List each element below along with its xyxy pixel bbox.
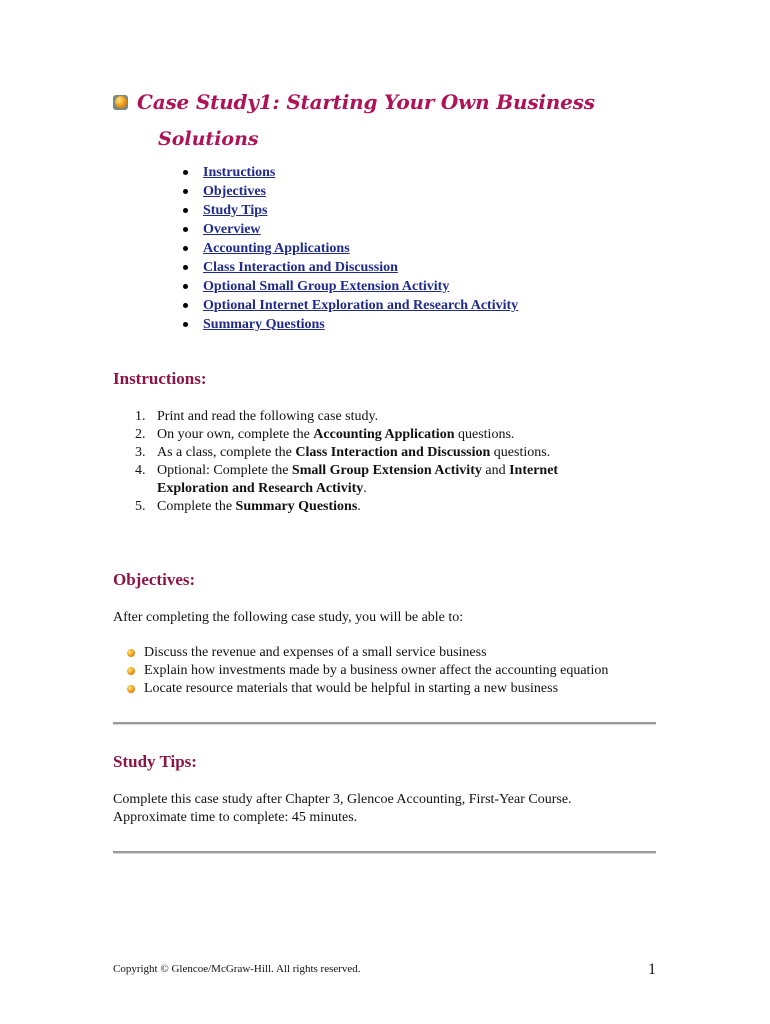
- step-bold: Accounting Application: [313, 427, 455, 442]
- copyright-footer: Copyright © Glencoe/McGraw-Hill. All rights reserved.: [113, 963, 361, 975]
- page-number: 1: [648, 961, 656, 978]
- step-text-part: and: [481, 463, 510, 478]
- bullet-dot-icon: [183, 303, 188, 308]
- list-item: [127, 644, 608, 662]
- objective-text: Locate resource materials that would be helpful in starting a new business: [144, 681, 559, 696]
- step-bold: Small Group Extension Activity: [291, 463, 482, 478]
- step-bold: Summary Questions: [235, 499, 358, 514]
- toc-item: [183, 277, 518, 296]
- step-text-part: Complete the: [157, 499, 236, 514]
- orange-bullet-icon: [127, 685, 135, 693]
- step-text: [157, 426, 514, 444]
- bullet-dot-icon: [183, 322, 188, 327]
- toc-link-class-interaction[interactable]: Class Interaction and Discussion: [203, 259, 398, 275]
- toc-item: [183, 239, 518, 258]
- objectives-list: [127, 644, 608, 698]
- step-text-part: .: [357, 499, 361, 514]
- study-tips-line: Complete this case study after Chapter 3, Glencoe Accounting, First-Year Course.: [113, 792, 572, 807]
- step-text-part: On your own, complete the: [157, 427, 314, 442]
- toc-link-small-group[interactable]: Optional Small Group Extension Activity: [203, 278, 450, 294]
- step-number: 4.: [135, 463, 146, 478]
- study-tips-heading: Study Tips:: [113, 752, 197, 771]
- toc-item: [183, 296, 518, 315]
- toc-link-study-tips[interactable]: Study Tips: [203, 202, 268, 218]
- step-text: [157, 498, 361, 516]
- toc-link-summary-questions[interactable]: Summary Questions: [203, 316, 325, 332]
- toc-item: [183, 201, 518, 220]
- page-title: Case Study1: Starting Your Own Business: [137, 90, 595, 114]
- list-item: [127, 662, 608, 680]
- bullet-dot-icon: [183, 284, 188, 289]
- toc-link-instructions[interactable]: Instructions: [203, 164, 276, 180]
- toc-item: [183, 258, 518, 277]
- bullet-dot-icon: [183, 227, 188, 232]
- toc-link-accounting-applications[interactable]: Accounting Applications: [203, 240, 350, 256]
- toc-link-internet-exploration[interactable]: Optional Internet Exploration and Research Activity: [203, 297, 519, 313]
- toc-link-overview[interactable]: Overview: [203, 221, 261, 237]
- step-number: 3.: [135, 445, 146, 460]
- step-text-part: questions.: [490, 445, 551, 460]
- study-tips-text: [113, 791, 673, 827]
- step-bold: Class Interaction and Discussion: [295, 445, 491, 460]
- bullet-dot-icon: [183, 246, 188, 251]
- step-number: 2.: [135, 427, 146, 442]
- objectives-heading: Objectives:: [113, 570, 196, 589]
- bullet-dot-icon: [183, 170, 188, 175]
- title-row: [113, 90, 595, 114]
- step-text: [157, 462, 558, 498]
- list-item: [127, 680, 608, 698]
- toc-item: [183, 315, 518, 334]
- study-tips-line: Approximate time to complete: 45 minutes.: [113, 810, 358, 825]
- page-subtitle: Solutions: [158, 128, 259, 150]
- step-text-part: Optional: Complete the: [157, 463, 292, 478]
- step-number: 1.: [135, 409, 146, 424]
- orange-bullet-icon: [127, 649, 135, 657]
- divider: [113, 722, 656, 725]
- instructions-list: [135, 408, 655, 516]
- divider: [113, 851, 656, 854]
- objective-text: Discuss the revenue and expenses of a small service business: [144, 645, 487, 660]
- toc-item: [183, 182, 518, 201]
- step-text-part: As a class, complete the: [157, 445, 296, 460]
- list-item: [135, 498, 655, 516]
- toc-item: [183, 220, 518, 239]
- toc-item: [183, 163, 518, 182]
- step-text-part: questions.: [454, 427, 515, 442]
- toc-link-objectives[interactable]: Objectives: [203, 183, 266, 199]
- step-text: Print and read the following case study.: [157, 409, 379, 424]
- orange-ball-icon: [113, 95, 128, 110]
- table-of-contents: [183, 163, 518, 334]
- step-bold: Exploration and Research Activity: [157, 481, 364, 496]
- step-number: 5.: [135, 499, 146, 514]
- bullet-dot-icon: [183, 189, 188, 194]
- bullet-dot-icon: [183, 265, 188, 270]
- list-item: [135, 462, 655, 498]
- list-item: [135, 408, 655, 426]
- orange-bullet-icon: [127, 667, 135, 675]
- bullet-dot-icon: [183, 208, 188, 213]
- list-item: [135, 444, 655, 462]
- step-text: [157, 444, 550, 462]
- objective-text: Explain how investments made by a business owner affect the accounting equation: [144, 663, 609, 678]
- step-text-part: .: [363, 481, 367, 496]
- step-bold: Internet: [509, 463, 559, 478]
- objectives-intro: After completing the following case study, you will be able to:: [113, 610, 464, 625]
- list-item: [135, 426, 655, 444]
- instructions-heading: Instructions:: [113, 369, 207, 388]
